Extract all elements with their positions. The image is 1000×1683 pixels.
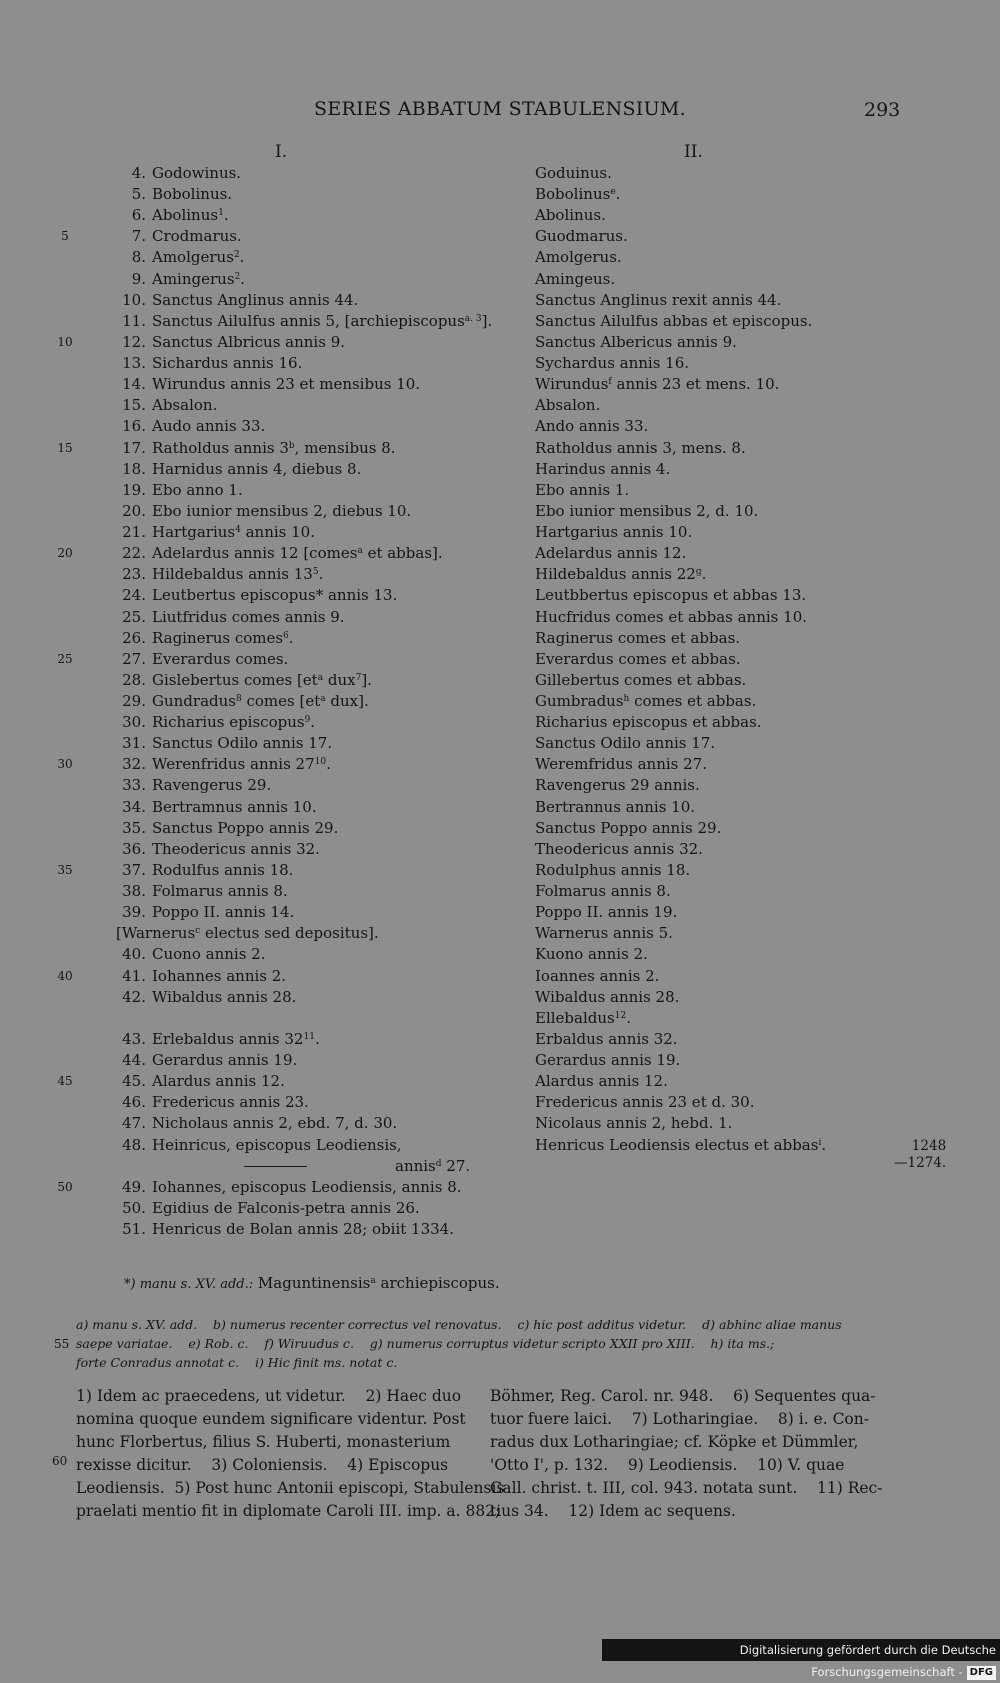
entry-column-one: Iohannes, episcopus Leodiensis, annis 8. xyxy=(152,1177,462,1196)
list-item xyxy=(0,1050,1000,1071)
margin-date-end: —1274. xyxy=(894,1155,947,1171)
entry-column-one: Ravengerus 29. xyxy=(152,776,272,795)
entry-column-two: Sanctus Albericus annis 9. xyxy=(535,332,737,351)
list-item xyxy=(0,1008,1000,1029)
entry-column-two: Alardus annis 12. xyxy=(535,1072,668,1091)
footnote-line: Gall. christ. t. III, col. 943. notata sunt. 11) Rec- xyxy=(490,1479,883,1497)
list-item xyxy=(0,754,1000,775)
entry-number: 9. xyxy=(131,269,146,288)
entry-column-one: Gislebertus comes [$et^a$ dux$^7$]. xyxy=(152,670,372,689)
line-number: 25 xyxy=(57,651,73,666)
footnote-line: praelati mentio fit in diplomate Caroli III. imp. a. 882; xyxy=(76,1502,501,1520)
list-item xyxy=(0,374,1000,395)
entry-number: 6. xyxy=(131,206,146,225)
entry-column-one: Gundradus$^8$ comes [$et^a$ dux]. xyxy=(152,692,369,710)
entry-number: 39. xyxy=(122,903,146,922)
entry-column-one: Sanctus Poppo annis 29. xyxy=(152,818,339,837)
entry-column-two: Nicolaus annis 2, hebd. 1. xyxy=(535,1114,733,1133)
list-item xyxy=(0,902,1000,923)
entry-number: 31. xyxy=(122,734,146,753)
list-item xyxy=(0,966,1000,987)
list-item xyxy=(0,607,1000,628)
list-item xyxy=(0,733,1000,754)
entry-column-one: [Warnerus$^c$ electus sed depositus]. xyxy=(116,924,379,943)
entry-column-two: Hildebaldus annis 22$^g$. xyxy=(535,565,707,584)
entry-column-two: Ravengerus 29 annis. xyxy=(535,776,700,795)
entry-column-two: Raginerus comes et abbas. xyxy=(535,628,741,647)
entry-number: 5. xyxy=(131,185,146,204)
entry-column-two: Folmarus annis 8. xyxy=(535,882,671,901)
entry-column-one: Heinricus, episcopus Leodiensis, xyxy=(152,1135,402,1154)
footnote-line: rexisse dicitur. 3) Coloniensis. 4) Episcopus xyxy=(76,1456,449,1474)
entry-column-one: Sanctus Albricus annis 9. xyxy=(152,332,346,351)
entry-column-two: Gerardus annis 19. xyxy=(535,1051,681,1070)
entry-column-two: Sanctus Odilo annis 17. xyxy=(535,734,716,753)
column-heading-right: II. xyxy=(684,142,703,162)
entry-number: 11. xyxy=(122,311,146,330)
entry-column-one: Richarius episcopus$^9$. xyxy=(152,713,316,732)
separator-rule xyxy=(244,1166,307,1167)
entry-number: 17. xyxy=(122,438,146,457)
entry-number: 42. xyxy=(122,987,146,1006)
star-note-text: Maguntinensis$^a$ archiepiscopus. xyxy=(257,1274,500,1292)
entry-column-two: Gumbradus$^h$ comes et abbas. xyxy=(535,692,757,710)
entry-column-one: Amolgerus$^2$. xyxy=(152,248,245,267)
list-item xyxy=(0,1092,1000,1113)
list-item xyxy=(0,564,1000,585)
entry-number: 48. xyxy=(122,1135,146,1154)
entry-column-two: Ioannes annis 2. xyxy=(535,966,660,985)
entry-column-two: Bertrannus annis 10. xyxy=(535,797,696,816)
line-number: 35 xyxy=(57,862,73,877)
entry-number: 19. xyxy=(122,480,146,499)
list-item xyxy=(0,860,1000,881)
entry-column-one: Poppo II. annis 14. xyxy=(152,903,295,922)
entry-column-one: Wirundus annis 23 et mensibus 10. xyxy=(152,375,421,394)
entry-column-one: Erlebaldus annis $32^{11}$. xyxy=(152,1029,320,1048)
entry-column-two: Rodulphus annis 18. xyxy=(535,860,691,879)
footnotes-left xyxy=(76,1385,504,1523)
line-number: 30 xyxy=(57,757,73,772)
entry-column-one: Abolinus$^1$. xyxy=(152,206,229,225)
entry-column-one: Sichardus annis 16. xyxy=(152,354,303,373)
entry-column-two: Adelardus annis 12. xyxy=(535,544,687,563)
line-number: 20 xyxy=(57,546,73,561)
entry-number: 40. xyxy=(122,945,146,964)
page-title: SERIES ABBATUM STABULENSIUM. xyxy=(314,98,687,120)
entry-column-one: Sanctus Ailulfus annis 5, [archiepiscopus$^{a. 3}$]. xyxy=(152,311,493,330)
line-number: 5 xyxy=(61,229,69,244)
entry-column-one: Leutbertus episcopus* annis 13. xyxy=(152,586,398,605)
entry-number: 38. xyxy=(122,882,146,901)
entry-number: 46. xyxy=(122,1093,146,1112)
entry-number: 26. xyxy=(122,628,146,647)
list-item xyxy=(0,459,1000,480)
entry-column-two: Amolgerus. xyxy=(535,248,622,267)
entry-column-one: Ebo anno 1. xyxy=(152,480,243,499)
list-item xyxy=(0,1071,1000,1092)
critical-note-line: forte Conradus annotat c. i) Hic finit ms. notat c. xyxy=(76,1355,398,1370)
list-item xyxy=(0,247,1000,268)
footnote-line: Leodiensis. 5) Post hunc Antonii episcopi, Stabulensis xyxy=(76,1479,505,1497)
entry-number: 13. xyxy=(122,354,146,373)
list-item xyxy=(0,818,1000,839)
entry-column-two: Kuono annis 2. xyxy=(535,945,648,964)
entry-number: 37. xyxy=(122,860,146,879)
entry-column-one: Bertramnus annis 10. xyxy=(152,797,317,816)
entry-column-one: Werenfridus annis $27^{10}$. xyxy=(152,755,331,774)
entry-number: 24. xyxy=(122,586,146,605)
entry-column-one: Everardus comes. xyxy=(152,649,289,668)
entry-column-two: Leutbbertus episcopus et abbas 13. xyxy=(535,586,807,605)
entry-column-one: Henricus de Bolan annis 28; obiit 1334. xyxy=(152,1220,454,1238)
star-note-label: *) manu s. XV. add.: xyxy=(124,1277,254,1292)
entry-column-one: Ebo iunior mensibus 2, diebus 10. xyxy=(152,501,412,520)
list-item xyxy=(0,691,1000,712)
entry-column-one: Raginerus comes$^6$. xyxy=(152,628,294,647)
entry-column-one: Godowinus. xyxy=(152,164,242,182)
entry-column-one: Iohannes annis 2. xyxy=(152,966,287,985)
entry-column-two: Erbaldus annis 32. xyxy=(535,1029,678,1048)
entry-number: 50. xyxy=(122,1198,146,1217)
list-item xyxy=(0,226,1000,247)
entry-number: 27. xyxy=(122,649,146,668)
entry-column-one: annis$^d$ 27. xyxy=(395,1156,471,1175)
entry-number: 43. xyxy=(122,1029,146,1048)
entry-column-one: Sanctus Odilo annis 17. xyxy=(152,734,333,753)
entry-column-one: Liutfridus comes annis 9. xyxy=(152,607,345,626)
line-number: 55 xyxy=(54,1337,70,1351)
entry-number: 34. xyxy=(122,797,146,816)
line-number: 60 xyxy=(52,1454,68,1468)
entry-column-two: Ratholdus annis 3, mens. 8. xyxy=(535,438,746,457)
entry-column-two: Sanctus Poppo annis 29. xyxy=(535,818,722,837)
footnote-line: nomina quoque eundem significare videntur. Post xyxy=(76,1410,466,1428)
list-item xyxy=(0,480,1000,501)
list-item xyxy=(0,353,1000,374)
entry-number: 7. xyxy=(131,227,146,246)
entry-column-two: Harindus annis 4. xyxy=(535,459,671,478)
entry-number: 12. xyxy=(122,332,146,351)
list-item xyxy=(0,1177,1000,1198)
list-item xyxy=(0,797,1000,818)
entry-number: 32. xyxy=(122,755,146,774)
list-item xyxy=(0,205,1000,226)
page-header xyxy=(0,0,1000,130)
entry-column-one: Absalon. xyxy=(152,396,218,415)
entry-column-two: Sanctus Anglinus rexit annis 44. xyxy=(535,290,782,309)
entry-column-one: Adelardus annis 12 [comes$^a$ et abbas]. xyxy=(152,544,443,563)
list-item xyxy=(0,543,1000,564)
margin-date xyxy=(894,1138,946,1172)
list-item xyxy=(0,649,1000,670)
entry-column-two: Theodericus annis 32. xyxy=(535,839,703,858)
entry-column-two: Everardus comes et abbas. xyxy=(535,649,741,668)
entry-column-two: Hartgarius annis 10. xyxy=(535,523,693,542)
footer-text: Digitalisierung gefördert durch die Deutsche Forschungsgemeinschaft - xyxy=(739,1643,996,1679)
entry-column-two: Absalon. xyxy=(535,396,601,415)
margin-date-start: 1248 xyxy=(911,1138,947,1154)
list-item xyxy=(0,438,1000,459)
line-number: 40 xyxy=(57,968,73,983)
list-item xyxy=(0,628,1000,649)
entry-column-one: Crodmarus. xyxy=(152,227,242,246)
entry-column-two: Henricus Leodiensis electus et abbas$^i$. xyxy=(535,1135,827,1154)
entry-column-two: Bobolinus$^e$. xyxy=(535,185,621,204)
line-number: 45 xyxy=(57,1074,73,1089)
footnote-line: hunc Florbertus, filius S. Huberti, monasterium xyxy=(76,1433,451,1451)
entry-column-two: Ellebaldus$^{12}$. xyxy=(535,1008,631,1027)
entry-column-one: Ratholdus annis 3$^b$, mensibus 8. xyxy=(152,438,396,457)
line-number: 10 xyxy=(57,334,73,349)
line-number: 50 xyxy=(57,1179,73,1194)
entry-column-one: Egidius de Falconis-petra annis 26. xyxy=(152,1198,420,1217)
entry-number: 10. xyxy=(122,290,146,309)
entry-column-one: Rodulfus annis 18. xyxy=(152,860,294,879)
list-item xyxy=(0,269,1000,290)
entry-number: 23. xyxy=(122,565,146,584)
entry-number: 41. xyxy=(122,966,146,985)
list-item xyxy=(0,839,1000,860)
entry-number: 30. xyxy=(122,713,146,732)
footnote-line: radus dux Lotharingiae; cf. Köpke et Dümmler, xyxy=(490,1433,859,1451)
entry-column-one: Gerardus annis 19. xyxy=(152,1051,298,1070)
critical-note-line: saepe variatae. e) Rob. c. f) Wiruudus c. g) numerus corruptus videtur scripto XXII pro XIII. h) ita ms.; xyxy=(76,1336,775,1351)
entry-column-two: Gillebertus comes et abbas. xyxy=(535,670,747,689)
list-item xyxy=(0,395,1000,416)
dfg-logo: DFG xyxy=(967,1666,996,1680)
entry-number: 21. xyxy=(122,523,146,542)
footnote-line: 'Otto I', p. 132. 9) Leodiensis. 10) V. quae xyxy=(490,1456,845,1474)
list-item xyxy=(0,163,1000,184)
entry-number: 49. xyxy=(122,1177,146,1196)
entry-column-one: Wibaldus annis 28. xyxy=(152,987,297,1006)
entry-number: 33. xyxy=(122,776,146,795)
entry-number: 4. xyxy=(131,164,146,182)
entry-number: 47. xyxy=(122,1114,146,1133)
list-item xyxy=(0,522,1000,543)
entry-column-two: Wibaldus annis 28. xyxy=(535,987,680,1006)
entry-column-one: Alardus annis 12. xyxy=(152,1072,285,1091)
entry-column-two: Sychardus annis 16. xyxy=(535,354,690,373)
entry-column-one: Bobolinus. xyxy=(152,185,233,204)
entry-column-two: Abolinus. xyxy=(535,206,606,225)
list-item xyxy=(0,184,1000,205)
list-item xyxy=(0,311,1000,332)
list-item xyxy=(0,775,1000,796)
entry-column-one: Hartgarius$^4$ annis 10. xyxy=(152,523,315,542)
entry-number: 22. xyxy=(122,544,146,563)
entry-column-two: Guodmarus. xyxy=(535,227,628,246)
list-item xyxy=(0,712,1000,733)
entry-column-two: Ebo annis 1. xyxy=(535,480,630,499)
entry-number: 45. xyxy=(122,1072,146,1091)
entry-column-two: Amingeus. xyxy=(535,269,616,288)
entry-number: 15. xyxy=(122,396,146,415)
entry-column-one: Hildebaldus annis $13^5$. xyxy=(152,565,324,584)
entry-column-two: Poppo II. annis 19. xyxy=(535,903,678,922)
entry-column-one: Audo annis 33. xyxy=(152,417,266,436)
entry-column-one: Amingerus$^2$. xyxy=(152,269,246,288)
list-item xyxy=(0,1198,1000,1219)
entry-number: 36. xyxy=(122,839,146,858)
list-item xyxy=(0,416,1000,437)
entry-column-one: Folmarus annis 8. xyxy=(152,882,288,901)
entry-column-two: Hucfridus comes et abbas annis 10. xyxy=(535,607,807,626)
list-item xyxy=(0,1219,1000,1240)
list-item xyxy=(0,1135,1000,1156)
entry-number: 14. xyxy=(122,375,146,394)
entry-number: 29. xyxy=(122,692,146,710)
entry-column-one: Nicholaus annis 2, ebd. 7, d. 30. xyxy=(152,1114,398,1133)
entry-column-one: Cuono annis 2. xyxy=(152,945,266,964)
entry-number: 25. xyxy=(122,607,146,626)
critical-apparatus xyxy=(76,1315,884,1372)
entry-column-two: Sanctus Ailulfus abbas et episcopus. xyxy=(535,311,813,330)
entry-column-one: Sanctus Anglinus annis 44. xyxy=(152,290,359,309)
list-item xyxy=(0,1029,1000,1050)
star-note xyxy=(124,1274,500,1292)
list-item xyxy=(0,585,1000,606)
entry-column-two: Ando annis 33. xyxy=(535,417,649,436)
entry-column-one: Harnidus annis 4, diebus 8. xyxy=(152,459,362,478)
entry-column-two: Fredericus annis 23 et d. 30. xyxy=(535,1093,755,1112)
list-item xyxy=(0,290,1000,311)
entry-column-two: Warnerus annis 5. xyxy=(535,924,673,943)
entry-number: 51. xyxy=(122,1220,146,1238)
page-number: 293 xyxy=(864,99,901,121)
entry-number: 8. xyxy=(131,248,146,267)
line-number: 15 xyxy=(57,440,73,455)
column-heading-left: I. xyxy=(275,142,288,162)
entry-number: 28. xyxy=(122,670,146,689)
list-item xyxy=(0,332,1000,353)
list-item xyxy=(0,670,1000,691)
entry-column-two: Goduinus. xyxy=(535,164,612,182)
entry-column-one: Fredericus annis 23. xyxy=(152,1093,309,1112)
list-item xyxy=(0,881,1000,902)
entry-column-two: Wirundus$^f$ annis 23 et mens. 10. xyxy=(535,375,780,394)
list-item xyxy=(0,501,1000,522)
entry-column-two: Ebo iunior mensibus 2, d. 10. xyxy=(535,501,759,520)
footnotes-right xyxy=(490,1385,882,1523)
footnote-line: tuor fuere laici. 7) Lotharingiae. 8) i. e. Con- xyxy=(490,1410,869,1428)
entry-column-one: Theodericus annis 32. xyxy=(152,839,320,858)
list-item xyxy=(0,944,1000,965)
list-item xyxy=(0,1113,1000,1134)
footnote-line: Böhmer, Reg. Carol. nr. 948. 6) Sequentes qua- xyxy=(490,1387,876,1405)
list-item xyxy=(0,923,1000,944)
critical-note-line: a) manu s. XV. add. b) numerus recenter correctus vel renovatus. c) hic post additus videtur. d) abhinc aliae manus xyxy=(76,1317,842,1332)
dfg-footer-banner xyxy=(602,1639,1000,1679)
entry-number: 16. xyxy=(122,417,146,436)
entry-column-two: Weremfridus annis 27. xyxy=(535,755,707,774)
entry-number: 18. xyxy=(122,459,146,478)
entry-column-two: Richarius episcopus et abbas. xyxy=(535,713,762,732)
entry-number: 35. xyxy=(122,818,146,837)
footnote-line: tius 34. 12) Idem ac sequens. xyxy=(490,1502,736,1520)
list-item xyxy=(0,987,1000,1008)
footnote-line: 1) Idem ac praecedens, ut videtur. 2) Haec duo xyxy=(76,1387,462,1405)
entry-number: 44. xyxy=(122,1051,146,1070)
list-item xyxy=(0,1156,1000,1177)
entry-number: 20. xyxy=(122,501,146,520)
